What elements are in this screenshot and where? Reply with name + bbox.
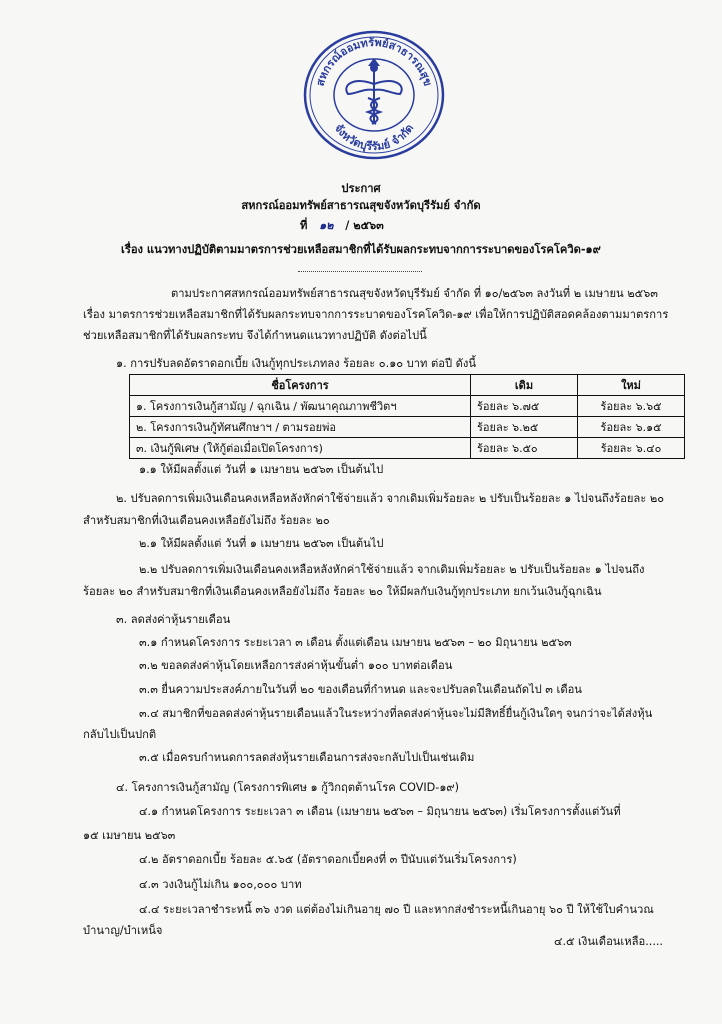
intro-line-3: ช่วยเหลือสมาชิกที่ได้รับผลกระทบ จึงได้กำหนดแนวทางปฏิบัติ ดังต่อไปนี้ <box>83 329 427 342</box>
project-name-cell: ๓. เงินกู้พิเศษ (ให้กู้ต่อเมื่อเปิดโครงการ) <box>130 438 471 459</box>
table-row <box>130 396 685 417</box>
column-header-project: ชื่อโครงการ <box>130 375 471 396</box>
section-2-line-2: สำหรับสมาชิกที่เงินเดือนคงเหลือยังไม่ถึง ร้อยละ ๒๐ <box>83 514 330 527</box>
intro-line-2: เรื่อง มาตรการช่วยเหลือสมาชิกที่ได้รับผลกระทบจากการระบาดของโรคโควิด-๑๙ เพื่อให้การปฏิบัติสอดคล้องตามมาตรการ <box>83 308 669 321</box>
old-rate-cell: ร้อยละ ๖.๒๕ <box>471 417 578 438</box>
continuation-footer: ๔.๕ เงินเดือนเหลือ..... <box>554 935 663 948</box>
section-2-line-1: ๒. ปรับลดการเพิ่มเงินเดือนคงเหลือหลังหักค่าใช้จ่ายแล้ว จากเดิมเพิ่มร้อยละ ๒ ปรับเป็นร้อยละ ๑ ไปจนถึงร้อยละ ๒๐ <box>116 492 665 505</box>
title-divider <box>298 271 422 272</box>
section-3-3: ๓.๓ ยื่นความประสงค์ภายในวันที่ ๒๐ ของเดือนที่กำหนด และจะปรับลดในเดือนถัดไป ๓ เดือน <box>139 683 582 696</box>
section-3-heading: ๓. ลดส่งค่าหุ้นรายเดือน <box>116 613 231 626</box>
section-4-1-line-1: ๔.๑ กำหนดโครงการ ระยะเวลา ๓ เดือน (เมษายน ๒๕๖๓ – มิถุนายน ๒๕๖๓) เริ่มโครงการตั้งแต่วันที่ <box>139 805 621 818</box>
table-header-row <box>130 375 685 396</box>
section-1-heading: ๑. การปรับลดอัตราดอกเบี้ย เงินกู้ทุกประเภทลง ร้อยละ ๐.๑๐ บาท ต่อปี ดังนี้ <box>116 357 477 370</box>
section-2-2-line-2: ร้อยละ ๒๐ สำหรับสมาชิกที่เงินเดือนคงเหลือยังไม่ถึง ร้อยละ ๒๐ ให้มีผลกับเงินกู้ทุกประเภท ยกเว้นเงินกู้ฉุกเฉิน <box>83 585 602 598</box>
organization-name: สหกรณ์ออมทรัพย์สาธารณสุขจังหวัดบุรีรัมย์ จำกัด <box>241 199 481 212</box>
section-3-5: ๓.๕ เมื่อครบกำหนดการลดส่งหุ้นรายเดือนการส่งจะกลับไปเป็นเช่นเดิม <box>139 751 475 764</box>
section-3-4-line-1: ๓.๔ สมาชิกที่ขอลดส่งค่าหุ้นรายเดือนแล้วในระหว่างที่ลดส่งค่าหุ้นจะไม่มีสิทธิ์ยื่นกู้เงินใดๆ จนกว่าจะได้ส่งหุ้น <box>139 707 653 720</box>
old-rate-cell: ร้อยละ ๖.๕๐ <box>471 438 578 459</box>
section-3-2: ๓.๒ ขอลดส่งค่าหุ้นโดยเหลือการส่งค่าหุ้นขั้นต่ำ ๑๐๐ บาทต่อเดือน <box>139 659 453 672</box>
section-4-1-line-2: ๑๕ เมษายน ๒๕๖๓ <box>83 829 176 842</box>
section-3-4-line-2: กลับไปเป็นปกติ <box>83 728 157 741</box>
section-4-3: ๔.๓ วงเงินกู้ไม่เกิน ๑๐๐,๐๐๐ บาท <box>139 878 302 891</box>
section-1-1: ๑.๑ ให้มีผลตั้งแต่ วันที่ ๑ เมษายน ๒๕๖๓ เป็นต้นไป <box>139 463 384 476</box>
section-4-4-line-2: บำนาญ/บำเหน็จ <box>83 924 163 937</box>
project-name-cell: ๑. โครงการเงินกู้สามัญ / ฉุกเฉิน / พัฒนาคุณภาพชีวิตฯ <box>130 396 471 417</box>
section-2-2-line-1: ๒.๒ ปรับลดการเพิ่มเงินเดือนคงเหลือหลังหักค่าใช้จ่ายแล้ว จากเดิมเพิ่มร้อยละ ๒ ปรับเป็นร้อยละ ๑ ไปจนถึง <box>139 563 645 576</box>
intro-line-1: ตามประกาศสหกรณ์ออมทรัพย์สาธารณสุขจังหวัดบุรีรัมย์ จำกัด ที่ ๑๐/๒๕๖๓ ลงวันที่ ๒ เมษายน ๒๕๖๓ <box>171 287 658 300</box>
announcement-number <box>300 218 384 233</box>
svg-text:สหกรณ์ออมทรัพย์สาธารณสุข: สหกรณ์ออมทรัพย์สาธารณสุข <box>313 35 435 88</box>
table-row <box>130 417 685 438</box>
section-4-heading: ๔. โครงการเงินกู้สามัญ (โครงการพิเศษ ๑ กู้วิกฤตต้านโรค COVID-๑๙) <box>116 781 459 794</box>
svg-text:จังหวัดบุรีรัมย์ จำกัด: จังหวัดบุรีรัมย์ จำกัด <box>331 121 417 154</box>
section-4-2: ๔.๒ อัตราดอกเบี้ย ร้อยละ ๕.๖๕ (อัตราดอกเบี้ยคงที่ ๓ ปีนับแต่วันเริ่มโครงการ) <box>139 853 517 866</box>
section-3-1: ๓.๑ กำหนดโครงการ ระยะเวลา ๓ เดือน ตั้งแต่เดือน เมษายน ๒๕๖๓ – ๒๐ มิถุนายน ๒๕๖๓ <box>139 636 572 649</box>
new-rate-cell: ร้อยละ ๖.๔๐ <box>578 438 685 459</box>
number-year: / ๒๕๖๓ <box>345 219 384 232</box>
interest-rate-table <box>129 374 685 459</box>
project-name-cell: ๒. โครงการเงินกู้ทัศนศึกษาฯ / ตามรอยพ่อ <box>130 417 471 438</box>
section-2-1: ๒.๑ ให้มีผลตั้งแต่ วันที่ ๑ เมษายน ๒๕๖๓ เป็นต้นไป <box>139 537 384 550</box>
announcement-label: ประกาศ <box>341 182 381 195</box>
old-rate-cell: ร้อยละ ๖.๗๕ <box>471 396 578 417</box>
subject-line: เรื่อง แนวทางปฏิบัติตามมาตรการช่วยเหลือสมาชิกที่ได้รับผลกระทบจากการระบาดของโรคโควิด-๑๙ <box>121 243 601 256</box>
cooperative-seal-logo <box>302 28 446 162</box>
column-header-old: เดิม <box>471 375 578 396</box>
number-prefix: ที่ <box>300 219 308 232</box>
new-rate-cell: ร้อยละ ๖.๑๕ <box>578 417 685 438</box>
section-4-4-line-1: ๔.๔ ระยะเวลาชำระหนี้ ๓๖ งวด แต่ต้องไม่เกินอายุ ๗๐ ปี และหากส่งชำระหนี้เกินอายุ ๖๐ ปี ให้ใช้ใบคำนวณ <box>139 903 654 916</box>
new-rate-cell: ร้อยละ ๖.๖๕ <box>578 396 685 417</box>
handwritten-number: ๑๒ <box>319 218 334 232</box>
column-header-new: ใหม่ <box>578 375 685 396</box>
table-row <box>130 438 685 459</box>
